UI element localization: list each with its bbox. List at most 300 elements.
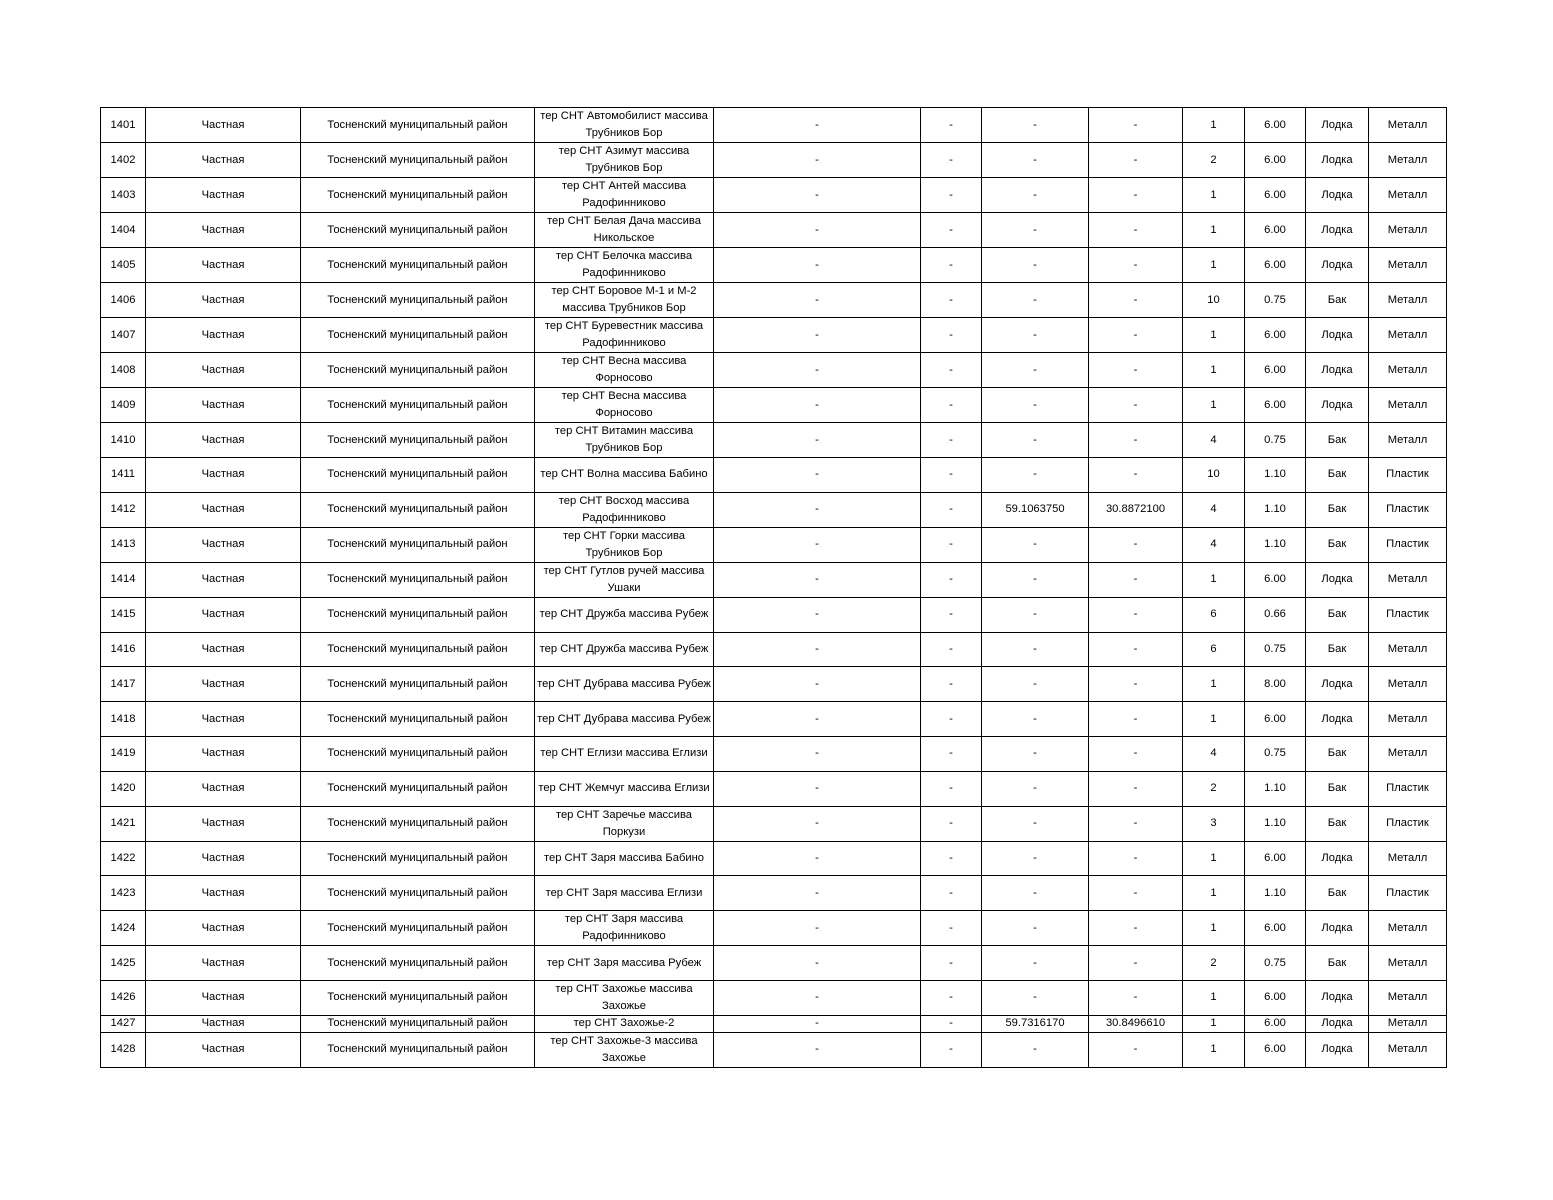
address-cell: - <box>714 667 921 702</box>
location-cell: тер СНТ Белая Дача массива Никольское <box>535 213 714 248</box>
ownership-cell: Частная <box>146 980 301 1015</box>
latitude-cell: - <box>982 946 1089 981</box>
volume-cell: 0.75 <box>1245 946 1306 981</box>
latitude-cell: - <box>982 527 1089 562</box>
container-type-cell: Бак <box>1306 736 1369 771</box>
row-number-cell: 1408 <box>101 353 146 388</box>
location-cell: тер СНТ Азимут массива Трубников Бор <box>535 143 714 178</box>
material-cell: Металл <box>1369 318 1447 353</box>
container-type-cell: Лодка <box>1306 248 1369 283</box>
latitude-cell: - <box>982 911 1089 946</box>
district-cell: Тосненский муниципальный район <box>301 911 535 946</box>
longitude-cell: - <box>1089 283 1183 318</box>
extra-cell: - <box>921 562 982 597</box>
material-cell: Металл <box>1369 911 1447 946</box>
address-cell: - <box>714 388 921 423</box>
volume-cell: 6.00 <box>1245 841 1306 876</box>
location-cell: тер СНТ Витамин массива Трубников Бор <box>535 423 714 458</box>
district-cell: Тосненский муниципальный район <box>301 632 535 667</box>
container-type-cell: Бак <box>1306 283 1369 318</box>
district-cell: Тосненский муниципальный район <box>301 841 535 876</box>
container-count-cell: 1 <box>1183 1015 1245 1032</box>
extra-cell: - <box>921 597 982 632</box>
table-row <box>101 562 1447 597</box>
container-count-cell: 1 <box>1183 388 1245 423</box>
location-cell: тер СНТ Заря массива Рубеж <box>535 946 714 981</box>
table-row <box>101 911 1447 946</box>
extra-cell: - <box>921 702 982 737</box>
address-cell: - <box>714 283 921 318</box>
row-number-cell: 1419 <box>101 736 146 771</box>
ownership-cell: Частная <box>146 1015 301 1032</box>
container-type-cell: Лодка <box>1306 108 1369 143</box>
ownership-cell: Частная <box>146 667 301 702</box>
address-cell: - <box>714 876 921 911</box>
address-cell: - <box>714 143 921 178</box>
material-cell: Металл <box>1369 667 1447 702</box>
extra-cell: - <box>921 1015 982 1032</box>
district-cell: Тосненский муниципальный район <box>301 702 535 737</box>
longitude-cell: - <box>1089 178 1183 213</box>
container-type-cell: Лодка <box>1306 1032 1369 1067</box>
material-cell: Металл <box>1369 143 1447 178</box>
table-row <box>101 597 1447 632</box>
district-cell: Тосненский муниципальный район <box>301 178 535 213</box>
location-cell: тер СНТ Дубрава массива Рубеж <box>535 667 714 702</box>
container-count-cell: 1 <box>1183 178 1245 213</box>
district-cell: Тосненский муниципальный район <box>301 458 535 493</box>
container-type-cell: Лодка <box>1306 318 1369 353</box>
location-cell: тер СНТ Антей массива Радофинниково <box>535 178 714 213</box>
material-cell: Металл <box>1369 388 1447 423</box>
material-cell: Металл <box>1369 283 1447 318</box>
ownership-cell: Частная <box>146 946 301 981</box>
table-row <box>101 1015 1447 1032</box>
address-cell: - <box>714 1032 921 1067</box>
address-cell: - <box>714 318 921 353</box>
district-cell: Тосненский муниципальный район <box>301 213 535 248</box>
address-cell: - <box>714 597 921 632</box>
district-cell: Тосненский муниципальный район <box>301 248 535 283</box>
latitude-cell: - <box>982 108 1089 143</box>
latitude-cell: - <box>982 562 1089 597</box>
ownership-cell: Частная <box>146 318 301 353</box>
material-cell: Металл <box>1369 562 1447 597</box>
longitude-cell: - <box>1089 213 1183 248</box>
address-cell: - <box>714 353 921 388</box>
location-cell: тер СНТ Жемчуг массива Еглизи <box>535 771 714 806</box>
table-row <box>101 946 1447 981</box>
container-count-cell: 1 <box>1183 213 1245 248</box>
latitude-cell: - <box>982 178 1089 213</box>
ownership-cell: Частная <box>146 178 301 213</box>
volume-cell: 6.00 <box>1245 980 1306 1015</box>
latitude-cell: - <box>982 318 1089 353</box>
longitude-cell: - <box>1089 143 1183 178</box>
extra-cell: - <box>921 353 982 388</box>
latitude-cell: 59.7316170 <box>982 1015 1089 1032</box>
container-count-cell: 10 <box>1183 458 1245 493</box>
table-row <box>101 178 1447 213</box>
container-count-cell: 3 <box>1183 806 1245 841</box>
material-cell: Металл <box>1369 841 1447 876</box>
ownership-cell: Частная <box>146 423 301 458</box>
container-type-cell: Бак <box>1306 492 1369 527</box>
location-cell: тер СНТ Захожье-2 <box>535 1015 714 1032</box>
longitude-cell: - <box>1089 771 1183 806</box>
latitude-cell: - <box>982 841 1089 876</box>
extra-cell: - <box>921 946 982 981</box>
volume-cell: 0.66 <box>1245 597 1306 632</box>
volume-cell: 6.00 <box>1245 911 1306 946</box>
container-count-cell: 4 <box>1183 423 1245 458</box>
volume-cell: 0.75 <box>1245 632 1306 667</box>
material-cell: Металл <box>1369 248 1447 283</box>
row-number-cell: 1402 <box>101 143 146 178</box>
longitude-cell: - <box>1089 562 1183 597</box>
longitude-cell: - <box>1089 980 1183 1015</box>
container-type-cell: Лодка <box>1306 980 1369 1015</box>
row-number-cell: 1405 <box>101 248 146 283</box>
extra-cell: - <box>921 458 982 493</box>
table-row <box>101 736 1447 771</box>
location-cell: тер СНТ Весна массива Форносово <box>535 353 714 388</box>
volume-cell: 1.10 <box>1245 806 1306 841</box>
ownership-cell: Частная <box>146 388 301 423</box>
row-number-cell: 1423 <box>101 876 146 911</box>
ownership-cell: Частная <box>146 213 301 248</box>
volume-cell: 6.00 <box>1245 388 1306 423</box>
address-cell: - <box>714 213 921 248</box>
longitude-cell: - <box>1089 911 1183 946</box>
location-cell: тер СНТ Гутлов ручей массива Ушаки <box>535 562 714 597</box>
table-row <box>101 213 1447 248</box>
material-cell: Пластик <box>1369 771 1447 806</box>
container-count-cell: 1 <box>1183 318 1245 353</box>
latitude-cell: - <box>982 388 1089 423</box>
location-cell: тер СНТ Заря массива Радофинниково <box>535 911 714 946</box>
district-cell: Тосненский муниципальный район <box>301 946 535 981</box>
latitude-cell: - <box>982 702 1089 737</box>
location-cell: тер СНТ Дружба массива Рубеж <box>535 632 714 667</box>
volume-cell: 6.00 <box>1245 248 1306 283</box>
extra-cell: - <box>921 980 982 1015</box>
table-row <box>101 492 1447 527</box>
location-cell: тер СНТ Заря массива Еглизи <box>535 876 714 911</box>
ownership-cell: Частная <box>146 527 301 562</box>
container-count-cell: 4 <box>1183 492 1245 527</box>
latitude-cell: - <box>982 667 1089 702</box>
container-count-cell: 1 <box>1183 108 1245 143</box>
container-type-cell: Лодка <box>1306 841 1369 876</box>
container-type-cell: Бак <box>1306 423 1369 458</box>
ownership-cell: Частная <box>146 911 301 946</box>
container-type-cell: Бак <box>1306 876 1369 911</box>
container-count-cell: 2 <box>1183 771 1245 806</box>
ownership-cell: Частная <box>146 108 301 143</box>
container-count-cell: 1 <box>1183 702 1245 737</box>
latitude-cell: - <box>982 213 1089 248</box>
address-cell: - <box>714 806 921 841</box>
address-cell: - <box>714 492 921 527</box>
ownership-cell: Частная <box>146 458 301 493</box>
extra-cell: - <box>921 806 982 841</box>
longitude-cell: - <box>1089 632 1183 667</box>
latitude-cell: - <box>982 143 1089 178</box>
container-count-cell: 1 <box>1183 841 1245 876</box>
address-cell: - <box>714 562 921 597</box>
volume-cell: 6.00 <box>1245 562 1306 597</box>
row-number-cell: 1403 <box>101 178 146 213</box>
latitude-cell: - <box>982 876 1089 911</box>
row-number-cell: 1406 <box>101 283 146 318</box>
table-row <box>101 248 1447 283</box>
volume-cell: 6.00 <box>1245 318 1306 353</box>
container-type-cell: Лодка <box>1306 213 1369 248</box>
container-count-cell: 1 <box>1183 980 1245 1015</box>
ownership-cell: Частная <box>146 876 301 911</box>
volume-cell: 0.75 <box>1245 736 1306 771</box>
container-type-cell: Бак <box>1306 527 1369 562</box>
district-cell: Тосненский муниципальный район <box>301 423 535 458</box>
container-count-cell: 10 <box>1183 283 1245 318</box>
container-type-cell: Бак <box>1306 946 1369 981</box>
table-row <box>101 108 1447 143</box>
extra-cell: - <box>921 527 982 562</box>
latitude-cell: - <box>982 806 1089 841</box>
container-count-cell: 2 <box>1183 946 1245 981</box>
district-cell: Тосненский муниципальный район <box>301 980 535 1015</box>
longitude-cell: - <box>1089 702 1183 737</box>
longitude-cell: - <box>1089 318 1183 353</box>
location-cell: тер СНТ Еглизи массива Еглизи <box>535 736 714 771</box>
district-cell: Тосненский муниципальный район <box>301 771 535 806</box>
location-cell: тер СНТ Волна массива Бабино <box>535 458 714 493</box>
row-number-cell: 1404 <box>101 213 146 248</box>
latitude-cell: - <box>982 1032 1089 1067</box>
ownership-cell: Частная <box>146 597 301 632</box>
extra-cell: - <box>921 143 982 178</box>
row-number-cell: 1422 <box>101 841 146 876</box>
district-cell: Тосненский муниципальный район <box>301 108 535 143</box>
material-cell: Металл <box>1369 353 1447 388</box>
volume-cell: 1.10 <box>1245 492 1306 527</box>
material-cell: Металл <box>1369 213 1447 248</box>
address-cell: - <box>714 702 921 737</box>
district-cell: Тосненский муниципальный район <box>301 562 535 597</box>
district-cell: Тосненский муниципальный район <box>301 527 535 562</box>
latitude-cell: - <box>982 771 1089 806</box>
volume-cell: 0.75 <box>1245 283 1306 318</box>
container-type-cell: Лодка <box>1306 388 1369 423</box>
table-row <box>101 806 1447 841</box>
row-number-cell: 1418 <box>101 702 146 737</box>
extra-cell: - <box>921 911 982 946</box>
longitude-cell: - <box>1089 806 1183 841</box>
extra-cell: - <box>921 841 982 876</box>
row-number-cell: 1426 <box>101 980 146 1015</box>
location-cell: тер СНТ Боровое М-1 и М-2 массива Трубников Бор <box>535 283 714 318</box>
row-number-cell: 1427 <box>101 1015 146 1032</box>
row-number-cell: 1410 <box>101 423 146 458</box>
volume-cell: 1.10 <box>1245 876 1306 911</box>
latitude-cell: - <box>982 597 1089 632</box>
volume-cell: 1.10 <box>1245 771 1306 806</box>
extra-cell: - <box>921 423 982 458</box>
container-type-cell: Бак <box>1306 597 1369 632</box>
volume-cell: 6.00 <box>1245 702 1306 737</box>
district-cell: Тосненский муниципальный район <box>301 736 535 771</box>
extra-cell: - <box>921 771 982 806</box>
row-number-cell: 1413 <box>101 527 146 562</box>
material-cell: Металл <box>1369 1015 1447 1032</box>
latitude-cell: - <box>982 458 1089 493</box>
address-cell: - <box>714 108 921 143</box>
location-cell: тер СНТ Заречье массива Поркузи <box>535 806 714 841</box>
table-row <box>101 388 1447 423</box>
district-cell: Тосненский муниципальный район <box>301 492 535 527</box>
material-cell: Металл <box>1369 632 1447 667</box>
container-type-cell: Бак <box>1306 632 1369 667</box>
ownership-cell: Частная <box>146 283 301 318</box>
container-count-cell: 6 <box>1183 632 1245 667</box>
container-type-cell: Лодка <box>1306 143 1369 178</box>
ownership-cell: Частная <box>146 702 301 737</box>
district-cell: Тосненский муниципальный район <box>301 353 535 388</box>
container-count-cell: 4 <box>1183 527 1245 562</box>
row-number-cell: 1412 <box>101 492 146 527</box>
volume-cell: 6.00 <box>1245 1032 1306 1067</box>
latitude-cell: - <box>982 248 1089 283</box>
address-cell: - <box>714 423 921 458</box>
container-count-cell: 2 <box>1183 143 1245 178</box>
ownership-cell: Частная <box>146 806 301 841</box>
longitude-cell: - <box>1089 527 1183 562</box>
address-cell: - <box>714 178 921 213</box>
material-cell: Металл <box>1369 980 1447 1015</box>
material-cell: Металл <box>1369 736 1447 771</box>
row-number-cell: 1407 <box>101 318 146 353</box>
volume-cell: 1.10 <box>1245 527 1306 562</box>
material-cell: Металл <box>1369 946 1447 981</box>
longitude-cell: - <box>1089 353 1183 388</box>
container-count-cell: 6 <box>1183 597 1245 632</box>
volume-cell: 6.00 <box>1245 143 1306 178</box>
row-number-cell: 1415 <box>101 597 146 632</box>
material-cell: Металл <box>1369 702 1447 737</box>
row-number-cell: 1417 <box>101 667 146 702</box>
ownership-cell: Частная <box>146 248 301 283</box>
row-number-cell: 1420 <box>101 771 146 806</box>
district-cell: Тосненский муниципальный район <box>301 388 535 423</box>
material-cell: Металл <box>1369 1032 1447 1067</box>
material-cell: Пластик <box>1369 527 1447 562</box>
longitude-cell: - <box>1089 667 1183 702</box>
volume-cell: 6.00 <box>1245 108 1306 143</box>
address-cell: - <box>714 736 921 771</box>
table-row <box>101 667 1447 702</box>
longitude-cell: - <box>1089 841 1183 876</box>
table-row <box>101 318 1447 353</box>
address-cell: - <box>714 632 921 667</box>
ownership-cell: Частная <box>146 492 301 527</box>
row-number-cell: 1401 <box>101 108 146 143</box>
container-count-cell: 4 <box>1183 736 1245 771</box>
extra-cell: - <box>921 213 982 248</box>
table-row <box>101 702 1447 737</box>
material-cell: Пластик <box>1369 458 1447 493</box>
material-cell: Пластик <box>1369 492 1447 527</box>
latitude-cell: - <box>982 736 1089 771</box>
container-type-cell: Бак <box>1306 458 1369 493</box>
longitude-cell: - <box>1089 876 1183 911</box>
row-number-cell: 1425 <box>101 946 146 981</box>
volume-cell: 0.75 <box>1245 423 1306 458</box>
latitude-cell: - <box>982 423 1089 458</box>
row-number-cell: 1414 <box>101 562 146 597</box>
container-type-cell: Бак <box>1306 806 1369 841</box>
address-cell: - <box>714 980 921 1015</box>
address-cell: - <box>714 841 921 876</box>
district-cell: Тосненский муниципальный район <box>301 283 535 318</box>
table-row <box>101 632 1447 667</box>
registry-table-body <box>101 108 1447 1068</box>
latitude-cell: - <box>982 353 1089 388</box>
location-cell: тер СНТ Захожье массива Захожье <box>535 980 714 1015</box>
location-cell: тер СНТ Дубрава массива Рубеж <box>535 702 714 737</box>
extra-cell: - <box>921 492 982 527</box>
extra-cell: - <box>921 318 982 353</box>
table-row <box>101 143 1447 178</box>
longitude-cell: - <box>1089 388 1183 423</box>
table-row <box>101 353 1447 388</box>
ownership-cell: Частная <box>146 841 301 876</box>
address-cell: - <box>714 527 921 562</box>
container-type-cell: Лодка <box>1306 911 1369 946</box>
latitude-cell: - <box>982 283 1089 318</box>
row-number-cell: 1416 <box>101 632 146 667</box>
table-row <box>101 980 1447 1015</box>
latitude-cell: - <box>982 980 1089 1015</box>
row-number-cell: 1424 <box>101 911 146 946</box>
address-cell: - <box>714 458 921 493</box>
material-cell: Пластик <box>1369 597 1447 632</box>
table-row <box>101 423 1447 458</box>
container-type-cell: Бак <box>1306 771 1369 806</box>
material-cell: Металл <box>1369 178 1447 213</box>
material-cell: Металл <box>1369 108 1447 143</box>
table-row <box>101 1032 1447 1067</box>
location-cell: тер СНТ Дружба массива Рубеж <box>535 597 714 632</box>
location-cell: тер СНТ Горки массива Трубников Бор <box>535 527 714 562</box>
ownership-cell: Частная <box>146 562 301 597</box>
table-row <box>101 771 1447 806</box>
extra-cell: - <box>921 388 982 423</box>
address-cell: - <box>714 1015 921 1032</box>
location-cell: тер СНТ Буревестник массива Радофинниково <box>535 318 714 353</box>
longitude-cell: 30.8872100 <box>1089 492 1183 527</box>
table-row <box>101 876 1447 911</box>
longitude-cell: - <box>1089 1032 1183 1067</box>
row-number-cell: 1421 <box>101 806 146 841</box>
container-count-cell: 1 <box>1183 562 1245 597</box>
extra-cell: - <box>921 667 982 702</box>
district-cell: Тосненский муниципальный район <box>301 1015 535 1032</box>
extra-cell: - <box>921 178 982 213</box>
district-cell: Тосненский муниципальный район <box>301 143 535 178</box>
extra-cell: - <box>921 876 982 911</box>
district-cell: Тосненский муниципальный район <box>301 667 535 702</box>
